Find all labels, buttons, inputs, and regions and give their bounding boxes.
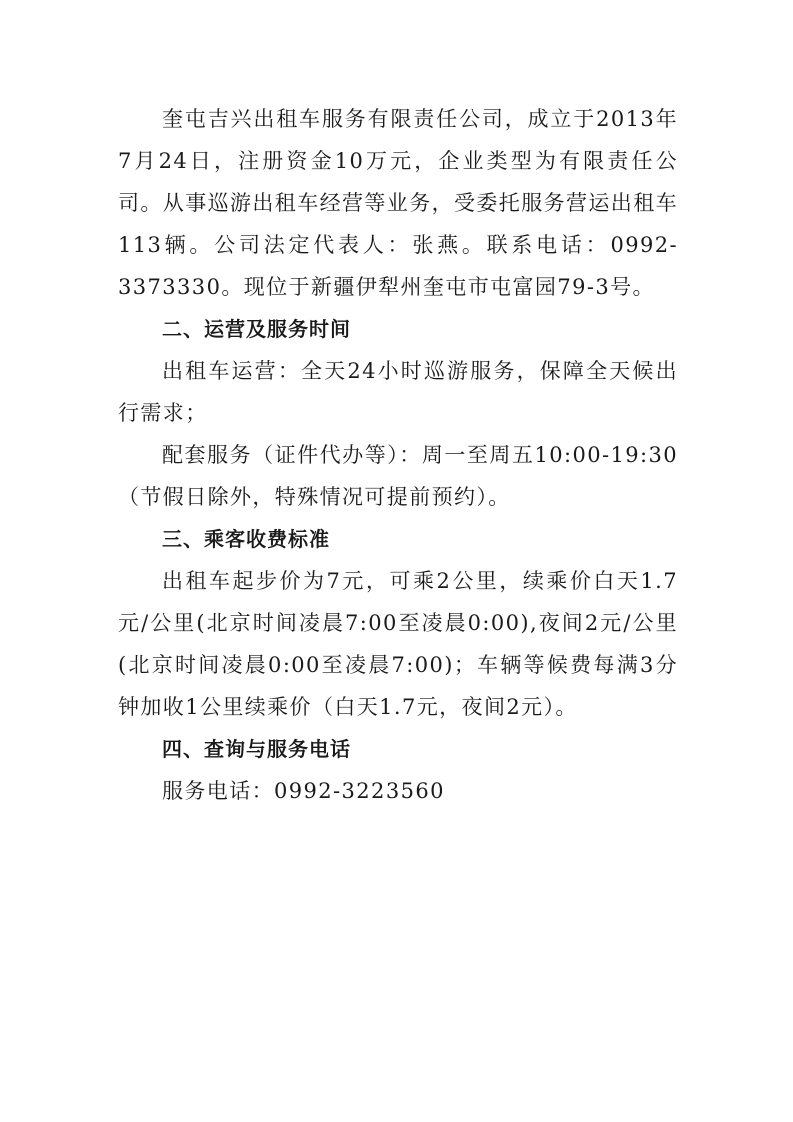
section-heading-fare-standard: 三、乘客收费标准 bbox=[162, 527, 330, 551]
section-heading-inquiry-phone: 四、查询与服务电话 bbox=[162, 737, 351, 761]
company-intro-paragraph: 奎屯吉兴出租车服务有限责任公司，成立于2013年7月24日，注册资金10万元，企业类型为有限责任公司。从事巡游出租车经营等业务，受委托服务营运出租车113辆。公司法定代表人：张燕。联系电话：0992-3373330。现位于新疆伊犁州奎屯市屯富园79-3号。 bbox=[118, 107, 678, 299]
support-service-paragraph: 配套服务（证件代办等）：周一至周五10:00-19:30（节假日除外，特殊情况可提前预约）。 bbox=[118, 443, 678, 509]
service-phone-paragraph: 服务电话：0992-3223560 bbox=[162, 779, 445, 803]
fare-standard-paragraph: 出租车起步价为7元，可乘2公里，续乘价白天1.7元/公里(北京时间凌晨7:00至凌晨0:00),夜间2元/公里(北京时间凌晨0:00至凌晨7:00)；车辆等候费每满3分钟加收1公里续乘价（白天1.7元，夜间2元）。 bbox=[118, 569, 678, 719]
section-heading-operation-hours: 二、运营及服务时间 bbox=[162, 317, 351, 341]
taxi-operation-paragraph: 出租车运营：全天24小时巡游服务，保障全天候出行需求； bbox=[118, 359, 678, 425]
